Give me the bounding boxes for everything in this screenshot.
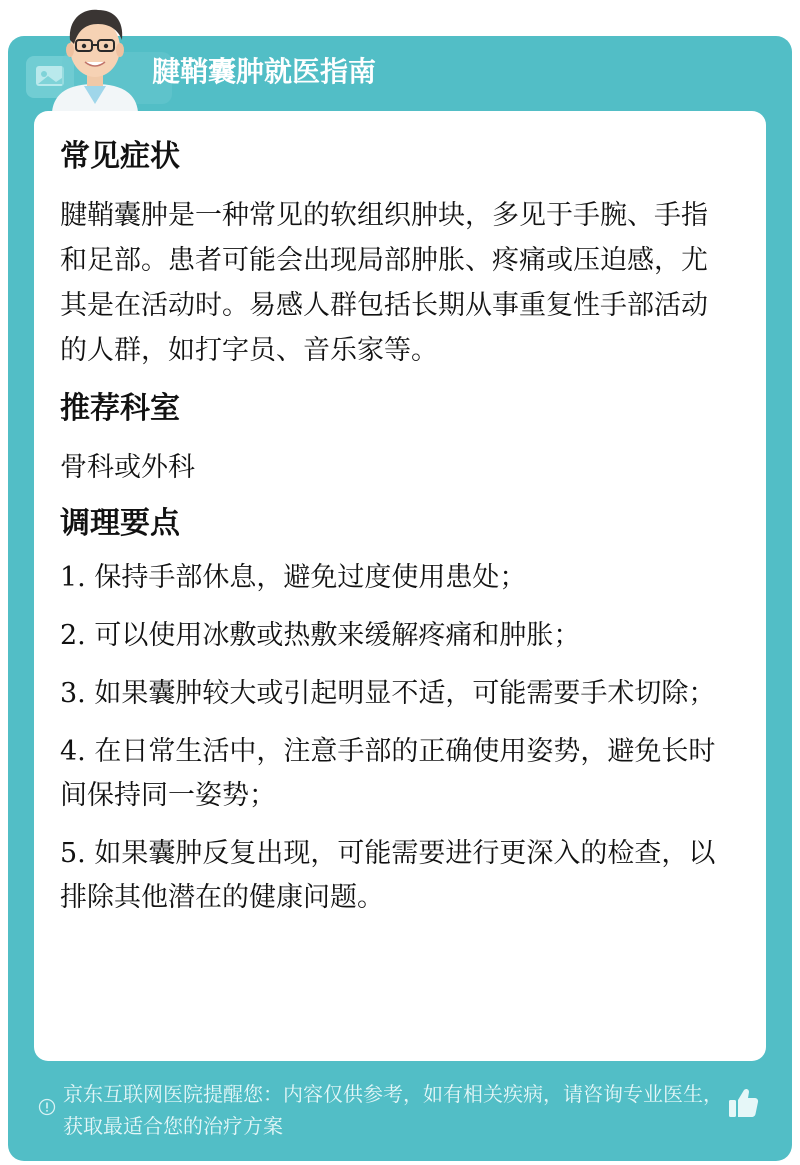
symptoms-text: 腱鞘囊肿是一种常见的软组织肿块，多见于手腕、手指和足部。患者可能会出现局部肿胀、疼痛或压迫感，尤其是在活动时。易感人群包括长期从事重复性手部活动的人群，如打字员、音乐家等。 bbox=[60, 200, 708, 366]
list-text: 可以使用冰敷或热敷来缓解疼痛和肿胀； bbox=[85, 620, 581, 651]
list-text: 如果囊肿较大或引起明显不适，可能需要手术切除； bbox=[85, 678, 716, 709]
thumbs-up-icon[interactable] bbox=[726, 1086, 760, 1120]
list-number: 3. bbox=[60, 678, 86, 709]
page-title: 腱鞘囊肿就医指南 bbox=[152, 55, 377, 88]
doctor-avatar bbox=[40, 0, 150, 112]
list-text: 如果囊肿反复出现，可能需要进行更深入的检查，以排除其他潜在的健康问题。 bbox=[60, 838, 716, 913]
care-list-item bbox=[60, 832, 730, 920]
list-number: 4. bbox=[60, 736, 86, 767]
care-list-item bbox=[60, 556, 730, 600]
disclaimer-text: 京东互联网医院提醒您：内容仅供参考，如有相关疾病，请咨询专业医生，获取最适合您的治疗方案 bbox=[63, 1082, 723, 1138]
list-text: 在日常生活中，注意手部的正确使用姿势，避免长时间保持同一姿势； bbox=[60, 736, 716, 811]
care-list-item bbox=[60, 614, 730, 658]
department-text: 骨科或外科 bbox=[60, 452, 195, 483]
content-card bbox=[34, 111, 766, 1061]
care-list bbox=[60, 556, 730, 920]
symptoms-heading: 常见症状 bbox=[60, 139, 180, 174]
list-number: 5. bbox=[60, 838, 86, 869]
list-text: 保持手部休息，避免过度使用患处； bbox=[85, 562, 527, 593]
care-list-item bbox=[60, 730, 730, 818]
department-heading: 推荐科室 bbox=[60, 391, 180, 426]
footer bbox=[38, 1078, 768, 1142]
care-heading: 调理要点 bbox=[60, 506, 180, 541]
list-number: 2. bbox=[60, 620, 86, 651]
care-list-item bbox=[60, 672, 730, 716]
card-content bbox=[60, 133, 730, 934]
info-icon bbox=[38, 1098, 56, 1116]
list-number: 1. bbox=[60, 562, 86, 593]
